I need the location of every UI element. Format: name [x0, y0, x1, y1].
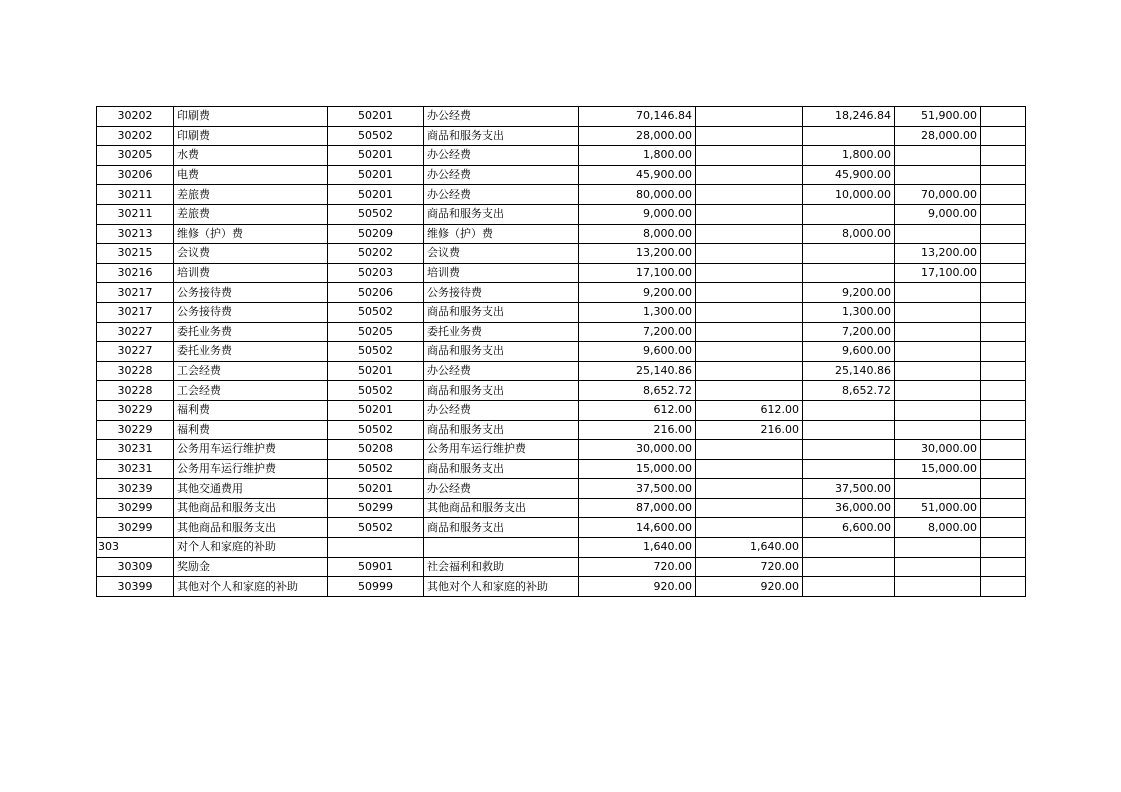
func-class-name-cell: 商品和服务支出: [424, 204, 579, 224]
amount-col-3-cell: 30,000.00: [895, 440, 981, 460]
amount-col-3-cell: [895, 302, 981, 322]
amount-col-4-cell: [981, 518, 1026, 538]
amount-col-3-cell: [895, 283, 981, 303]
total-amount-cell: 15,000.00: [579, 459, 696, 479]
econ-class-name-cell: 公务用车运行维护费: [174, 459, 328, 479]
amount-col-2-cell: 9,200.00: [803, 283, 895, 303]
amount-col-2-cell: 6,600.00: [803, 518, 895, 538]
amount-col-1-cell: [696, 361, 803, 381]
amount-col-3-cell: [895, 165, 981, 185]
func-class-name-cell: 办公经费: [424, 479, 579, 499]
econ-class-name-cell: 公务用车运行维护费: [174, 440, 328, 460]
amount-col-4-cell: [981, 538, 1026, 558]
amount-col-4-cell: [981, 146, 1026, 166]
econ-class-name-cell: 差旅费: [174, 185, 328, 205]
amount-col-3-cell: [895, 322, 981, 342]
amount-col-4-cell: [981, 165, 1026, 185]
amount-col-1-cell: 612.00: [696, 400, 803, 420]
func-class-code-cell: 50201: [328, 107, 424, 127]
econ-class-code-cell: 30399: [97, 577, 174, 597]
table-row: [97, 126, 1026, 146]
func-class-code-cell: 50502: [328, 126, 424, 146]
total-amount-cell: 9,600.00: [579, 342, 696, 362]
amount-col-2-cell: [803, 440, 895, 460]
func-class-code-cell: 50502: [328, 204, 424, 224]
amount-col-4-cell: [981, 244, 1026, 264]
amount-col-4-cell: [981, 577, 1026, 597]
table-row: [97, 146, 1026, 166]
amount-col-2-cell: [803, 557, 895, 577]
total-amount-cell: 1,800.00: [579, 146, 696, 166]
table-row: [97, 283, 1026, 303]
amount-col-2-cell: [803, 263, 895, 283]
amount-col-3-cell: [895, 479, 981, 499]
total-amount-cell: 28,000.00: [579, 126, 696, 146]
func-class-name-cell: 商品和服务支出: [424, 459, 579, 479]
func-class-code-cell: 50201: [328, 165, 424, 185]
econ-class-code-cell: 30211: [97, 185, 174, 205]
amount-col-1-cell: [696, 479, 803, 499]
table-row: [97, 479, 1026, 499]
econ-class-code-cell: 30227: [97, 342, 174, 362]
total-amount-cell: 9,000.00: [579, 204, 696, 224]
amount-col-2-cell: [803, 400, 895, 420]
amount-col-3-cell: [895, 342, 981, 362]
amount-col-1-cell: [696, 146, 803, 166]
econ-class-name-cell: 公务接待费: [174, 283, 328, 303]
amount-col-4-cell: [981, 107, 1026, 127]
econ-class-code-cell: 30228: [97, 381, 174, 401]
amount-col-4-cell: [981, 224, 1026, 244]
total-amount-cell: 8,652.72: [579, 381, 696, 401]
amount-col-2-cell: 8,652.72: [803, 381, 895, 401]
amount-col-3-cell: [895, 557, 981, 577]
func-class-name-cell: 商品和服务支出: [424, 342, 579, 362]
func-class-code-cell: 50502: [328, 302, 424, 322]
func-class-name-cell: [424, 538, 579, 558]
func-class-name-cell: 办公经费: [424, 146, 579, 166]
func-class-code-cell: 50502: [328, 518, 424, 538]
amount-col-2-cell: 45,900.00: [803, 165, 895, 185]
econ-class-code-cell: 30229: [97, 400, 174, 420]
amount-col-3-cell: 28,000.00: [895, 126, 981, 146]
func-class-name-cell: 办公经费: [424, 107, 579, 127]
amount-col-4-cell: [981, 381, 1026, 401]
table-row: [97, 518, 1026, 538]
econ-class-name-cell: 公务接待费: [174, 302, 328, 322]
econ-class-code-cell: 30202: [97, 126, 174, 146]
func-class-name-cell: 办公经费: [424, 361, 579, 381]
total-amount-cell: 37,500.00: [579, 479, 696, 499]
econ-class-code-cell: 30227: [97, 322, 174, 342]
amount-col-4-cell: [981, 459, 1026, 479]
func-class-name-cell: 商品和服务支出: [424, 126, 579, 146]
econ-class-name-cell: 对个人和家庭的补助: [174, 538, 328, 558]
amount-col-1-cell: [696, 459, 803, 479]
func-class-code-cell: 50502: [328, 459, 424, 479]
func-class-name-cell: 社会福利和救助: [424, 557, 579, 577]
econ-class-name-cell: 工会经费: [174, 381, 328, 401]
econ-class-name-cell: 福利费: [174, 400, 328, 420]
econ-class-name-cell: 会议费: [174, 244, 328, 264]
econ-class-name-cell: 工会经费: [174, 361, 328, 381]
func-class-code-cell: 50201: [328, 361, 424, 381]
table-row: [97, 577, 1026, 597]
total-amount-cell: 80,000.00: [579, 185, 696, 205]
amount-col-4-cell: [981, 557, 1026, 577]
econ-class-code-cell: 30228: [97, 361, 174, 381]
amount-col-1-cell: [696, 322, 803, 342]
total-amount-cell: 25,140.86: [579, 361, 696, 381]
amount-col-3-cell: [895, 538, 981, 558]
amount-col-3-cell: 51,000.00: [895, 498, 981, 518]
amount-col-2-cell: [803, 244, 895, 264]
table-body: [97, 107, 1026, 597]
econ-class-code-cell: 30202: [97, 107, 174, 127]
total-amount-cell: 30,000.00: [579, 440, 696, 460]
amount-col-3-cell: [895, 361, 981, 381]
amount-col-1-cell: [696, 204, 803, 224]
amount-col-1-cell: [696, 518, 803, 538]
econ-class-name-cell: 维修（护）费: [174, 224, 328, 244]
amount-col-2-cell: 1,800.00: [803, 146, 895, 166]
amount-col-1-cell: [696, 165, 803, 185]
econ-class-name-cell: 福利费: [174, 420, 328, 440]
func-class-code-cell: 50203: [328, 263, 424, 283]
econ-class-code-cell: 30216: [97, 263, 174, 283]
total-amount-cell: 9,200.00: [579, 283, 696, 303]
econ-class-code-cell: 30231: [97, 440, 174, 460]
table-row: [97, 165, 1026, 185]
table-row: [97, 302, 1026, 322]
amount-col-4-cell: [981, 420, 1026, 440]
amount-col-3-cell: [895, 381, 981, 401]
amount-col-1-cell: [696, 107, 803, 127]
table-row: [97, 420, 1026, 440]
amount-col-2-cell: [803, 420, 895, 440]
amount-col-1-cell: [696, 283, 803, 303]
total-amount-cell: 1,640.00: [579, 538, 696, 558]
func-class-code-cell: [328, 538, 424, 558]
func-class-name-cell: 培训费: [424, 263, 579, 283]
func-class-name-cell: 办公经费: [424, 185, 579, 205]
table-row: [97, 459, 1026, 479]
amount-col-3-cell: 17,100.00: [895, 263, 981, 283]
amount-col-4-cell: [981, 479, 1026, 499]
econ-class-name-cell: 委托业务费: [174, 342, 328, 362]
amount-col-2-cell: [803, 204, 895, 224]
expenditure-table: [96, 106, 1026, 597]
econ-class-code-cell: 30239: [97, 479, 174, 499]
amount-col-4-cell: [981, 440, 1026, 460]
econ-class-code-cell: 30231: [97, 459, 174, 479]
func-class-code-cell: 50205: [328, 322, 424, 342]
table-row: [97, 244, 1026, 264]
total-amount-cell: 17,100.00: [579, 263, 696, 283]
amount-col-4-cell: [981, 126, 1026, 146]
amount-col-2-cell: [803, 577, 895, 597]
table-row: [97, 557, 1026, 577]
amount-col-2-cell: 18,246.84: [803, 107, 895, 127]
amount-col-3-cell: [895, 420, 981, 440]
amount-col-3-cell: 8,000.00: [895, 518, 981, 538]
amount-col-2-cell: [803, 538, 895, 558]
total-amount-cell: 216.00: [579, 420, 696, 440]
econ-class-code-cell: 30213: [97, 224, 174, 244]
amount-col-2-cell: 9,600.00: [803, 342, 895, 362]
total-amount-cell: 13,200.00: [579, 244, 696, 264]
table-row: [97, 224, 1026, 244]
econ-class-code-cell: 30215: [97, 244, 174, 264]
total-amount-cell: 45,900.00: [579, 165, 696, 185]
amount-col-1-cell: [696, 498, 803, 518]
econ-class-name-cell: 委托业务费: [174, 322, 328, 342]
func-class-name-cell: 商品和服务支出: [424, 420, 579, 440]
total-amount-cell: 87,000.00: [579, 498, 696, 518]
func-class-name-cell: 委托业务费: [424, 322, 579, 342]
amount-col-1-cell: [696, 263, 803, 283]
econ-class-name-cell: 电费: [174, 165, 328, 185]
econ-class-code-cell: 30206: [97, 165, 174, 185]
econ-class-name-cell: 水费: [174, 146, 328, 166]
amount-col-1-cell: [696, 381, 803, 401]
amount-col-3-cell: 70,000.00: [895, 185, 981, 205]
total-amount-cell: 920.00: [579, 577, 696, 597]
econ-class-name-cell: 其他商品和服务支出: [174, 498, 328, 518]
econ-class-code-cell: 30309: [97, 557, 174, 577]
econ-class-code-cell: 30205: [97, 146, 174, 166]
func-class-code-cell: 50901: [328, 557, 424, 577]
amount-col-3-cell: [895, 224, 981, 244]
econ-class-name-cell: 奖励金: [174, 557, 328, 577]
total-amount-cell: 70,146.84: [579, 107, 696, 127]
amount-col-1-cell: 920.00: [696, 577, 803, 597]
amount-col-1-cell: [696, 224, 803, 244]
amount-col-4-cell: [981, 400, 1026, 420]
amount-col-3-cell: [895, 577, 981, 597]
amount-col-2-cell: [803, 126, 895, 146]
total-amount-cell: 1,300.00: [579, 302, 696, 322]
func-class-code-cell: 50201: [328, 479, 424, 499]
econ-class-code-cell: 30217: [97, 283, 174, 303]
table-row: [97, 263, 1026, 283]
econ-class-code-cell: 30217: [97, 302, 174, 322]
amount-col-3-cell: 9,000.00: [895, 204, 981, 224]
econ-class-name-cell: 差旅费: [174, 204, 328, 224]
amount-col-3-cell: [895, 400, 981, 420]
amount-col-4-cell: [981, 185, 1026, 205]
table-row: [97, 361, 1026, 381]
func-class-code-cell: 50201: [328, 400, 424, 420]
econ-class-code-cell: 30299: [97, 518, 174, 538]
total-amount-cell: 720.00: [579, 557, 696, 577]
amount-col-4-cell: [981, 361, 1026, 381]
func-class-code-cell: 50299: [328, 498, 424, 518]
amount-col-1-cell: [696, 302, 803, 322]
amount-col-3-cell: 51,900.00: [895, 107, 981, 127]
amount-col-2-cell: 8,000.00: [803, 224, 895, 244]
func-class-code-cell: 50999: [328, 577, 424, 597]
total-amount-cell: 8,000.00: [579, 224, 696, 244]
table-row: [97, 342, 1026, 362]
table-row: [97, 381, 1026, 401]
func-class-name-cell: 商品和服务支出: [424, 381, 579, 401]
econ-class-name-cell: 印刷费: [174, 107, 328, 127]
amount-col-4-cell: [981, 204, 1026, 224]
table-row: [97, 204, 1026, 224]
econ-class-name-cell: 培训费: [174, 263, 328, 283]
func-class-code-cell: 50502: [328, 381, 424, 401]
amount-col-2-cell: 36,000.00: [803, 498, 895, 518]
amount-col-4-cell: [981, 283, 1026, 303]
func-class-code-cell: 50502: [328, 420, 424, 440]
amount-col-3-cell: 13,200.00: [895, 244, 981, 264]
table-row: [97, 107, 1026, 127]
econ-class-code-cell: 303: [97, 538, 174, 558]
func-class-name-cell: 商品和服务支出: [424, 518, 579, 538]
amount-col-4-cell: [981, 498, 1026, 518]
func-class-code-cell: 50201: [328, 146, 424, 166]
func-class-code-cell: 50206: [328, 283, 424, 303]
func-class-code-cell: 50502: [328, 342, 424, 362]
func-class-name-cell: 公务用车运行维护费: [424, 440, 579, 460]
amount-col-4-cell: [981, 302, 1026, 322]
total-amount-cell: 7,200.00: [579, 322, 696, 342]
amount-col-2-cell: 10,000.00: [803, 185, 895, 205]
func-class-name-cell: 会议费: [424, 244, 579, 264]
amount-col-1-cell: [696, 185, 803, 205]
amount-col-2-cell: 1,300.00: [803, 302, 895, 322]
table-row: [97, 538, 1026, 558]
econ-class-name-cell: 印刷费: [174, 126, 328, 146]
econ-class-name-cell: 其他商品和服务支出: [174, 518, 328, 538]
econ-class-name-cell: 其他对个人和家庭的补助: [174, 577, 328, 597]
amount-col-4-cell: [981, 342, 1026, 362]
func-class-name-cell: 其他对个人和家庭的补助: [424, 577, 579, 597]
amount-col-1-cell: 216.00: [696, 420, 803, 440]
func-class-code-cell: 50201: [328, 185, 424, 205]
amount-col-1-cell: 720.00: [696, 557, 803, 577]
func-class-code-cell: 50208: [328, 440, 424, 460]
func-class-name-cell: 其他商品和服务支出: [424, 498, 579, 518]
total-amount-cell: 612.00: [579, 400, 696, 420]
func-class-code-cell: 50202: [328, 244, 424, 264]
table-row: [97, 498, 1026, 518]
amount-col-3-cell: 15,000.00: [895, 459, 981, 479]
amount-col-1-cell: 1,640.00: [696, 538, 803, 558]
table-row: [97, 400, 1026, 420]
table-row: [97, 322, 1026, 342]
func-class-name-cell: 商品和服务支出: [424, 302, 579, 322]
table-row: [97, 440, 1026, 460]
amount-col-1-cell: [696, 440, 803, 460]
econ-class-code-cell: 30211: [97, 204, 174, 224]
amount-col-4-cell: [981, 263, 1026, 283]
amount-col-2-cell: 7,200.00: [803, 322, 895, 342]
func-class-name-cell: 维修（护）费: [424, 224, 579, 244]
amount-col-2-cell: 25,140.86: [803, 361, 895, 381]
table-row: [97, 185, 1026, 205]
econ-class-code-cell: 30299: [97, 498, 174, 518]
amount-col-2-cell: [803, 459, 895, 479]
func-class-code-cell: 50209: [328, 224, 424, 244]
amount-col-2-cell: 37,500.00: [803, 479, 895, 499]
amount-col-1-cell: [696, 342, 803, 362]
amount-col-1-cell: [696, 126, 803, 146]
econ-class-code-cell: 30229: [97, 420, 174, 440]
amount-col-4-cell: [981, 322, 1026, 342]
econ-class-name-cell: 其他交通费用: [174, 479, 328, 499]
func-class-name-cell: 办公经费: [424, 400, 579, 420]
func-class-name-cell: 办公经费: [424, 165, 579, 185]
amount-col-3-cell: [895, 146, 981, 166]
func-class-name-cell: 公务接待费: [424, 283, 579, 303]
total-amount-cell: 14,600.00: [579, 518, 696, 538]
amount-col-1-cell: [696, 244, 803, 264]
